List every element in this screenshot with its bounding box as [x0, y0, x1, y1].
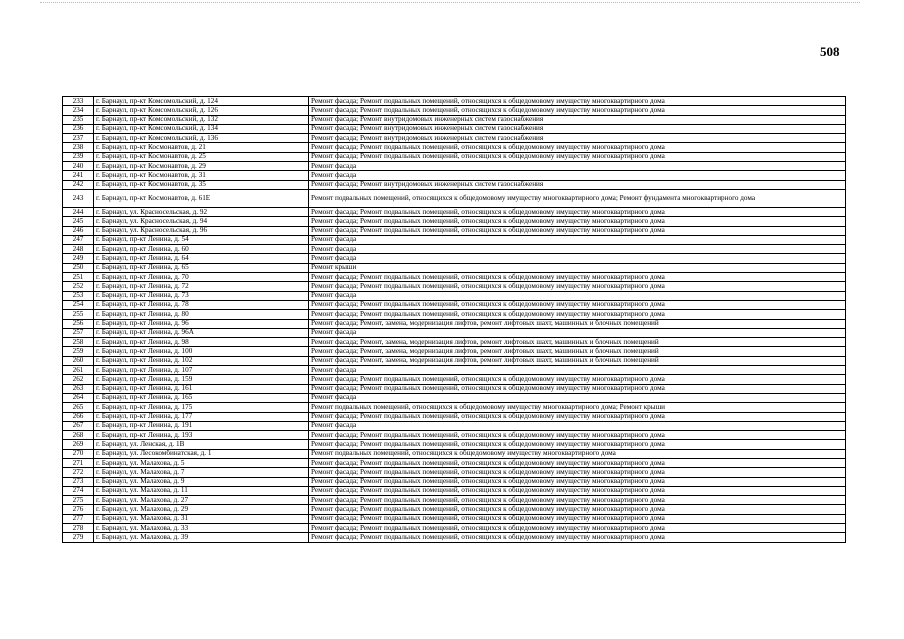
table-row — [63, 449, 846, 458]
page-number: 508 — [820, 44, 840, 59]
address-cell: г. Барнаул, пр-кт Ленина, д. 161 — [94, 384, 309, 393]
table-row — [63, 403, 846, 412]
works-cell: Ремонт фасада; Ремонт, замена, модернизация лифтов, ремонт лифтовых шахт, машинных и блочных помещений — [309, 338, 846, 347]
table-row — [63, 207, 846, 216]
row-number-cell: 240 — [63, 162, 94, 171]
address-cell: г. Барнаул, пр-кт Комсомольский, д. 134 — [94, 124, 309, 133]
works-cell: Ремонт фасада; Ремонт подвальных помещений, относящихся к общедомовому имуществу многоквартирного дома — [309, 412, 846, 421]
works-cell: Ремонт фасада; Ремонт подвальных помещений, относящихся к общедомовому имуществу многоквартирного дома — [309, 486, 846, 495]
address-cell: г. Барнаул, пр-кт Ленина, д. 96А — [94, 328, 309, 337]
row-number-cell: 270 — [63, 449, 94, 458]
works-cell: Ремонт фасада — [309, 254, 846, 263]
works-cell: Ремонт крыши — [309, 263, 846, 272]
table-row — [63, 440, 846, 449]
row-number-cell: 252 — [63, 282, 94, 291]
row-number-cell: 274 — [63, 486, 94, 495]
works-cell: Ремонт фасада — [309, 171, 846, 180]
row-number-cell: 265 — [63, 403, 94, 412]
table-row — [63, 458, 846, 467]
address-cell: г. Барнаул, пр-кт Ленина, д. 165 — [94, 393, 309, 402]
address-cell: г. Барнаул, пр-кт Ленина, д. 193 — [94, 431, 309, 440]
works-cell: Ремонт фасада; Ремонт подвальных помещений, относящихся к общедомовому имуществу многоквартирного дома — [309, 152, 846, 161]
table-row — [63, 124, 846, 133]
row-number-cell: 259 — [63, 347, 94, 356]
address-cell: г. Барнаул, пр-кт Ленина, д. 159 — [94, 375, 309, 384]
table-row — [63, 235, 846, 244]
row-number-cell: 275 — [63, 496, 94, 505]
works-cell: Ремонт фасада; Ремонт внутридомовых инженерных систем газоснабжения — [309, 134, 846, 143]
row-number-cell: 250 — [63, 263, 94, 272]
works-cell: Ремонт фасада; Ремонт подвальных помещений, относящихся к общедомовому имуществу многоквартирного дома — [309, 143, 846, 152]
table-row — [63, 226, 846, 235]
works-cell: Ремонт фасада; Ремонт подвальных помещений, относящихся к общедомовому имуществу многоквартирного дома — [309, 431, 846, 440]
row-number-cell: 267 — [63, 421, 94, 430]
works-cell: Ремонт фасада — [309, 291, 846, 300]
row-number-cell: 264 — [63, 393, 94, 402]
table-row — [63, 245, 846, 254]
row-number-cell: 258 — [63, 338, 94, 347]
table-row — [63, 189, 846, 207]
table-row — [63, 97, 846, 106]
works-cell: Ремонт фасада; Ремонт подвальных помещений, относящихся к общедомовому имуществу многоквартирного дома — [309, 505, 846, 514]
address-cell: г. Барнаул, ул. Малахова, д. 11 — [94, 486, 309, 495]
row-number-cell: 241 — [63, 171, 94, 180]
address-cell: г. Барнаул, пр-кт Космонавтов, д. 31 — [94, 171, 309, 180]
address-cell: г. Барнаул, ул. Лесокомбинатская, д. 1 — [94, 449, 309, 458]
row-number-cell: 236 — [63, 124, 94, 133]
address-cell: г. Барнаул, пр-кт Ленина, д. 100 — [94, 347, 309, 356]
address-cell: г. Барнаул, ул. Малахова, д. 31 — [94, 514, 309, 523]
works-cell: Ремонт фасада — [309, 235, 846, 244]
works-cell: Ремонт фасада — [309, 162, 846, 171]
address-cell: г. Барнаул, пр-кт Ленина, д. 73 — [94, 291, 309, 300]
row-number-cell: 266 — [63, 412, 94, 421]
works-cell: Ремонт фасада; Ремонт, замена, модернизация лифтов, ремонт лифтовых шахт, машинных и блочных помещений — [309, 347, 846, 356]
table-row — [63, 477, 846, 486]
address-cell: г. Барнаул, пр-кт Ленина, д. 54 — [94, 235, 309, 244]
table-row — [63, 533, 846, 542]
table-row — [63, 300, 846, 309]
table-row — [63, 496, 846, 505]
row-number-cell: 254 — [63, 300, 94, 309]
works-cell: Ремонт фасада; Ремонт подвальных помещений, относящихся к общедомовому имуществу многоквартирного дома — [309, 310, 846, 319]
table-row — [63, 180, 846, 189]
works-cell: Ремонт фасада; Ремонт подвальных помещений, относящихся к общедомовому имуществу многоквартирного дома — [309, 217, 846, 226]
scan-top-edge — [40, 2, 860, 4]
row-number-cell: 263 — [63, 384, 94, 393]
row-number-cell: 272 — [63, 468, 94, 477]
row-number-cell: 262 — [63, 375, 94, 384]
row-number-cell: 277 — [63, 514, 94, 523]
table-row — [63, 366, 846, 375]
table-row — [63, 468, 846, 477]
works-cell: Ремонт фасада; Ремонт подвальных помещений, относящихся к общедомовому имуществу многоквартирного дома — [309, 273, 846, 282]
row-number-cell: 242 — [63, 180, 94, 189]
table-row — [63, 152, 846, 161]
address-cell: г. Барнаул, пр-кт Космонавтов, д. 61Е — [94, 189, 309, 207]
table-row — [63, 134, 846, 143]
works-cell: Ремонт фасада — [309, 328, 846, 337]
row-number-cell: 273 — [63, 477, 94, 486]
row-number-cell: 244 — [63, 207, 94, 216]
works-cell: Ремонт фасада — [309, 366, 846, 375]
works-cell: Ремонт фасада; Ремонт, замена, модернизация лифтов, ремонт лифтовых шахт, машинных и блочных помещений — [309, 356, 846, 365]
row-number-cell: 245 — [63, 217, 94, 226]
table-row — [63, 375, 846, 384]
row-number-cell: 253 — [63, 291, 94, 300]
row-number-cell: 243 — [63, 189, 94, 207]
address-cell: г. Барнаул, ул. Малахова, д. 27 — [94, 496, 309, 505]
row-number-cell: 269 — [63, 440, 94, 449]
row-number-cell: 248 — [63, 245, 94, 254]
works-cell: Ремонт фасада; Ремонт подвальных помещений, относящихся к общедомовому имуществу многоквартирного дома — [309, 375, 846, 384]
address-cell: г. Барнаул, пр-кт Ленина, д. 60 — [94, 245, 309, 254]
works-cell: Ремонт фасада; Ремонт подвальных помещений, относящихся к общедомовому имуществу многоквартирного дома — [309, 384, 846, 393]
table-row — [63, 291, 846, 300]
row-number-cell: 278 — [63, 524, 94, 533]
row-number-cell: 256 — [63, 319, 94, 328]
table-row — [63, 171, 846, 180]
works-cell: Ремонт фасада; Ремонт подвальных помещений, относящихся к общедомовому имуществу многоквартирного дома — [309, 207, 846, 216]
table-row — [63, 486, 846, 495]
works-cell: Ремонт подвальных помещений, относящихся к общедомовому имуществу многоквартирного дома; Ремонт крыши — [309, 403, 846, 412]
table-row — [63, 338, 846, 347]
row-number-cell: 279 — [63, 533, 94, 542]
table-row — [63, 106, 846, 115]
address-cell: г. Барнаул, ул. Красносельская, д. 96 — [94, 226, 309, 235]
table-row — [63, 254, 846, 263]
works-cell: Ремонт подвальных помещений, относящихся к общедомовому имуществу многоквартирного дома — [309, 449, 846, 458]
works-cell: Ремонт фасада; Ремонт подвальных помещений, относящихся к общедомовому имуществу многоквартирного дома — [309, 477, 846, 486]
row-number-cell: 238 — [63, 143, 94, 152]
repair-registry-table — [62, 96, 846, 543]
works-cell: Ремонт фасада; Ремонт подвальных помещений, относящихся к общедомовому имуществу многоквартирного дома — [309, 282, 846, 291]
address-cell: г. Барнаул, пр-кт Космонавтов, д. 29 — [94, 162, 309, 171]
works-cell: Ремонт фасада; Ремонт подвальных помещений, относящихся к общедомовому имуществу многоквартирного дома — [309, 533, 846, 542]
address-cell: г. Барнаул, ул. Красносельская, д. 92 — [94, 207, 309, 216]
works-cell: Ремонт фасада; Ремонт подвальных помещений, относящихся к общедомовому имуществу многоквартирного дома — [309, 524, 846, 533]
address-cell: г. Барнаул, пр-кт Космонавтов, д. 21 — [94, 143, 309, 152]
address-cell: г. Барнаул, пр-кт Комсомольский, д. 132 — [94, 115, 309, 124]
address-cell: г. Барнаул, пр-кт Комсомольский, д. 124 — [94, 97, 309, 106]
address-cell: г. Барнаул, пр-кт Ленина, д. 191 — [94, 421, 309, 430]
row-number-cell: 271 — [63, 458, 94, 467]
address-cell: г. Барнаул, пр-кт Ленина, д. 72 — [94, 282, 309, 291]
address-cell: г. Барнаул, пр-кт Ленина, д. 64 — [94, 254, 309, 263]
table-row — [63, 347, 846, 356]
works-cell: Ремонт фасада; Ремонт подвальных помещений, относящихся к общедомовому имуществу многоквартирного дома — [309, 514, 846, 523]
address-cell: г. Барнаул, ул. Малахова, д. 7 — [94, 468, 309, 477]
works-cell: Ремонт фасада; Ремонт подвальных помещений, относящихся к общедомовому имуществу многоквартирного дома — [309, 496, 846, 505]
table-row — [63, 273, 846, 282]
table-row — [63, 384, 846, 393]
row-number-cell: 276 — [63, 505, 94, 514]
works-cell: Ремонт фасада; Ремонт подвальных помещений, относящихся к общедомовому имуществу многоквартирного дома — [309, 97, 846, 106]
row-number-cell: 237 — [63, 134, 94, 143]
table-row — [63, 412, 846, 421]
address-cell: г. Барнаул, пр-кт Космонавтов, д. 25 — [94, 152, 309, 161]
address-cell: г. Барнаул, пр-кт Ленина, д. 177 — [94, 412, 309, 421]
row-number-cell: 260 — [63, 356, 94, 365]
works-cell: Ремонт фасада; Ремонт внутридомовых инженерных систем газоснабжения — [309, 115, 846, 124]
table-row — [63, 162, 846, 171]
address-cell: г. Барнаул, ул. Ленская, д. 1В — [94, 440, 309, 449]
address-cell: г. Барнаул, пр-кт Ленина, д. 65 — [94, 263, 309, 272]
table-row — [63, 421, 846, 430]
table-row — [63, 263, 846, 272]
works-cell: Ремонт фасада; Ремонт подвальных помещений, относящихся к общедомовому имуществу многоквартирного дома — [309, 440, 846, 449]
works-cell: Ремонт фасада; Ремонт подвальных помещений, относящихся к общедомовому имуществу многоквартирного дома — [309, 458, 846, 467]
address-cell: г. Барнаул, ул. Красносельская, д. 94 — [94, 217, 309, 226]
works-cell: Ремонт фасада; Ремонт подвальных помещений, относящихся к общедомовому имуществу многоквартирного дома — [309, 106, 846, 115]
works-cell: Ремонт фасада — [309, 421, 846, 430]
works-cell: Ремонт фасада; Ремонт внутридомовых инженерных систем газоснабжения — [309, 124, 846, 133]
row-number-cell: 257 — [63, 328, 94, 337]
address-cell: г. Барнаул, ул. Малахова, д. 5 — [94, 458, 309, 467]
table-row — [63, 310, 846, 319]
works-cell: Ремонт фасада; Ремонт внутридомовых инженерных систем газоснабжения — [309, 180, 846, 189]
table-row — [63, 356, 846, 365]
table-row — [63, 115, 846, 124]
table-row — [63, 328, 846, 337]
address-cell: г. Барнаул, пр-кт Ленина, д. 96 — [94, 319, 309, 328]
table-row — [63, 282, 846, 291]
row-number-cell: 246 — [63, 226, 94, 235]
row-number-cell: 247 — [63, 235, 94, 244]
works-cell: Ремонт фасада — [309, 245, 846, 254]
address-cell: г. Барнаул, пр-кт Ленина, д. 107 — [94, 366, 309, 375]
works-cell: Ремонт подвальных помещений, относящихся к общедомовому имуществу многоквартирного дома; Ремонт фундамента многоквартирного дома — [309, 189, 846, 207]
row-number-cell: 249 — [63, 254, 94, 263]
table-row — [63, 393, 846, 402]
row-number-cell: 261 — [63, 366, 94, 375]
address-cell: г. Барнаул, ул. Малахова, д. 33 — [94, 524, 309, 533]
table-row — [63, 431, 846, 440]
address-cell: г. Барнаул, пр-кт Комсомольский, д. 136 — [94, 134, 309, 143]
address-cell: г. Барнаул, пр-кт Ленина, д. 102 — [94, 356, 309, 365]
table-row — [63, 217, 846, 226]
address-cell: г. Барнаул, пр-кт Ленина, д. 175 — [94, 403, 309, 412]
address-cell: г. Барнаул, пр-кт Комсомольский, д. 126 — [94, 106, 309, 115]
address-cell: г. Барнаул, пр-кт Космонавтов, д. 35 — [94, 180, 309, 189]
registry-table-body — [63, 97, 846, 543]
works-cell: Ремонт фасада; Ремонт подвальных помещений, относящихся к общедомовому имуществу многоквартирного дома — [309, 226, 846, 235]
works-cell: Ремонт фасада — [309, 393, 846, 402]
row-number-cell: 239 — [63, 152, 94, 161]
table-row — [63, 143, 846, 152]
row-number-cell: 255 — [63, 310, 94, 319]
row-number-cell: 251 — [63, 273, 94, 282]
row-number-cell: 268 — [63, 431, 94, 440]
works-cell: Ремонт фасада; Ремонт подвальных помещений, относящихся к общедомовому имуществу многоквартирного дома — [309, 300, 846, 309]
row-number-cell: 233 — [63, 97, 94, 106]
row-number-cell: 235 — [63, 115, 94, 124]
address-cell: г. Барнаул, пр-кт Ленина, д. 78 — [94, 300, 309, 309]
works-cell: Ремонт фасада; Ремонт, замена, модернизация лифтов, ремонт лифтовых шахт, машинных и блочных помещений — [309, 319, 846, 328]
address-cell: г. Барнаул, пр-кт Ленина, д. 80 — [94, 310, 309, 319]
table-row — [63, 505, 846, 514]
table-row — [63, 524, 846, 533]
works-cell: Ремонт фасада; Ремонт подвальных помещений, относящихся к общедомовому имуществу многоквартирного дома — [309, 468, 846, 477]
table-row — [63, 514, 846, 523]
row-number-cell: 234 — [63, 106, 94, 115]
address-cell: г. Барнаул, пр-кт Ленина, д. 98 — [94, 338, 309, 347]
address-cell: г. Барнаул, пр-кт Ленина, д. 70 — [94, 273, 309, 282]
address-cell: г. Барнаул, ул. Малахова, д. 39 — [94, 533, 309, 542]
address-cell: г. Барнаул, ул. Малахова, д. 29 — [94, 505, 309, 514]
table-row — [63, 319, 846, 328]
address-cell: г. Барнаул, ул. Малахова, д. 9 — [94, 477, 309, 486]
